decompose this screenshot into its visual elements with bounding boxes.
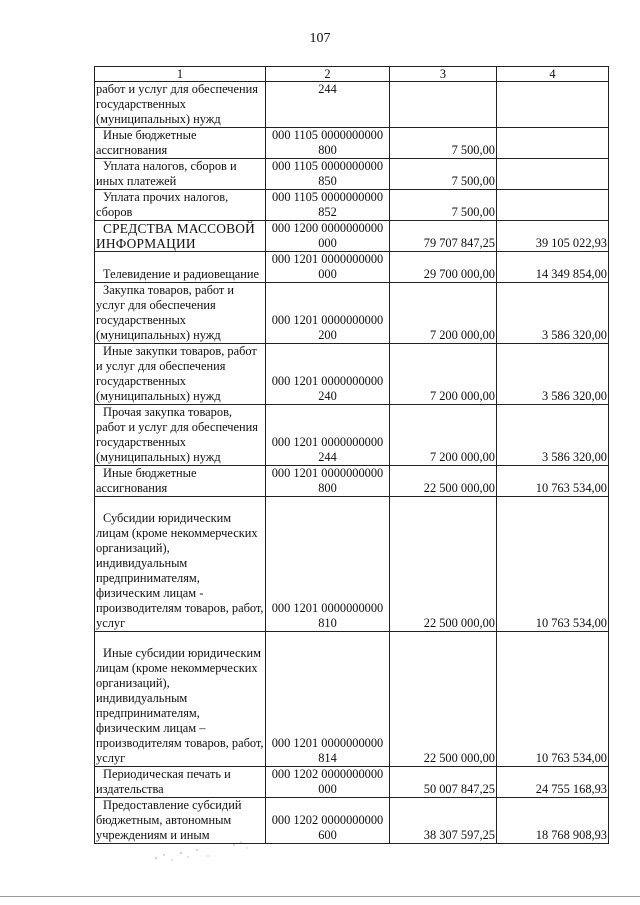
row-code (266, 767, 390, 798)
row-col4-value: 10 763 534,00 (497, 497, 609, 632)
row-col4-value: 24 755 168,93 (497, 767, 609, 798)
row-code-bottom: 810 (318, 616, 337, 630)
row-code (266, 82, 390, 128)
table-row (95, 128, 609, 159)
row-code-bottom: 800 (318, 143, 337, 157)
row-col3-value: 22 500 000,00 (390, 632, 497, 767)
row-name: Уплата прочих налогов, сборов (95, 190, 266, 221)
row-name: Периодическая печать и издательства (95, 767, 266, 798)
row-col4-value (497, 128, 609, 159)
row-col3-value: 38 307 597,25 (390, 798, 497, 844)
row-name: СРЕДСТВА МАССОВОЙ ИНФОРМАЦИИ (95, 221, 266, 252)
row-code (266, 190, 390, 221)
row-code-bottom: 200 (318, 328, 337, 342)
row-code-top: 000 1201 0000000000 (271, 313, 384, 327)
row-code-top: 000 1105 0000000000 (271, 128, 384, 142)
page-number: 107 (309, 31, 331, 46)
scan-noise (150, 836, 270, 866)
budget-table (94, 66, 609, 844)
row-name: Закупка товаров, работ и услуг для обеспечения государственных (муниципальных) нужд (95, 283, 266, 344)
table-row (95, 767, 609, 798)
row-code-top: 000 1201 0000000000 (271, 435, 384, 449)
row-name: Иные закупки товаров, работ и услуг для обеспечения государственных (муниципальных) нужд (95, 344, 266, 405)
column-header-3: 3 (390, 67, 497, 82)
row-col4-value: 3 586 320,00 (497, 405, 609, 466)
row-name: Предоставление субсидий бюджетным, автономным учреждениям и иным (95, 798, 266, 844)
row-col4-value (497, 159, 609, 190)
table-row (95, 190, 609, 221)
row-code-top: 000 1105 0000000000 (271, 159, 384, 173)
row-col3-value: 7 500,00 (390, 190, 497, 221)
row-code-top: 000 1202 0000000000 (271, 767, 384, 781)
column-header-1: 1 (95, 67, 266, 82)
column-header-2: 2 (266, 67, 390, 82)
row-col3-value: 22 500 000,00 (390, 497, 497, 632)
row-col4-value: 3 586 320,00 (497, 344, 609, 405)
row-name: Иные субсидии юридическим лицам (кроме некоммерческих организаций), индивидуальным предпринимателям, физическим лицам – производителям товаров, работ, услуг (95, 632, 266, 767)
row-col4-value: 3 586 320,00 (497, 283, 609, 344)
row-col4-value (497, 82, 609, 128)
row-code (266, 344, 390, 405)
table-body (95, 82, 609, 844)
row-col4-value: 10 763 534,00 (497, 466, 609, 497)
table-row (95, 497, 609, 632)
row-code-bottom: 000 (318, 267, 337, 281)
table-row (95, 405, 609, 466)
row-code-bottom: 852 (318, 205, 337, 219)
row-code-bottom: 800 (318, 481, 337, 495)
row-code-bottom: 000 (318, 236, 337, 250)
row-col4-value: 14 349 854,00 (497, 252, 609, 283)
table-row (95, 466, 609, 497)
row-code (266, 798, 390, 844)
row-name: Иные бюджетные ассигнования (95, 128, 266, 159)
row-col3-value: 79 707 847,25 (390, 221, 497, 252)
row-name: Иные бюджетные ассигнования (95, 466, 266, 497)
row-code (266, 283, 390, 344)
header-row (95, 67, 609, 82)
table-row (95, 159, 609, 190)
row-code-bottom: 244 (318, 450, 337, 464)
row-code-bottom: 600 (318, 828, 337, 842)
row-name: Прочая закупка товаров, работ и услуг для обеспечения государственных (муниципальных) нужд (95, 405, 266, 466)
row-code-top: 000 1201 0000000000 (271, 466, 384, 480)
table-row (95, 221, 609, 252)
table-header (95, 67, 609, 82)
row-code-top: 000 1200 0000000000 (271, 221, 384, 235)
row-code (266, 159, 390, 190)
row-code-bottom: 000 (318, 782, 337, 796)
row-code (266, 632, 390, 767)
row-code (266, 221, 390, 252)
bottom-rule (0, 896, 640, 897)
row-name: работ и услуг для обеспечения государственных (муниципальных) нужд (95, 82, 266, 128)
row-code-top: 000 1202 0000000000 (271, 813, 384, 827)
row-code (266, 497, 390, 632)
row-col3-value: 7 200 000,00 (390, 283, 497, 344)
table-row (95, 82, 609, 128)
row-col3-value: 29 700 000,00 (390, 252, 497, 283)
row-code (266, 466, 390, 497)
row-col4-value: 18 768 908,93 (497, 798, 609, 844)
row-code-top: 000 1201 0000000000 (271, 374, 384, 388)
row-name: Телевидение и радиовещание (95, 252, 266, 283)
row-col4-value: 39 105 022,93 (497, 221, 609, 252)
table-row (95, 344, 609, 405)
row-name: Субсидии юридическим лицам (кроме некоммерческих организаций), индивидуальным предпринимателям, физическим лицам - производителям товаров, работ, услуг (95, 497, 266, 632)
row-code-bottom: 240 (318, 389, 337, 403)
column-header-4: 4 (497, 67, 609, 82)
row-col4-value: 10 763 534,00 (497, 632, 609, 767)
row-col3-value: 7 200 000,00 (390, 405, 497, 466)
row-code (266, 405, 390, 466)
row-col3-value: 7 200 000,00 (390, 344, 497, 405)
row-col3-value: 7 500,00 (390, 128, 497, 159)
row-code-top: 000 1201 0000000000 (271, 736, 384, 750)
row-name: Уплата налогов, сборов и иных платежей (95, 159, 266, 190)
row-col3-value (390, 82, 497, 128)
table-row (95, 283, 609, 344)
row-code (266, 128, 390, 159)
row-code-top: 000 1201 0000000000 (271, 252, 384, 266)
row-col4-value (497, 190, 609, 221)
row-col3-value: 7 500,00 (390, 159, 497, 190)
row-col3-value: 50 007 847,25 (390, 767, 497, 798)
row-code-top: 000 1201 0000000000 (271, 601, 384, 615)
table-row (95, 632, 609, 767)
row-code-bottom: 814 (318, 751, 337, 765)
row-code-top: 244 (318, 82, 337, 96)
row-code-bottom: 850 (318, 174, 337, 188)
table-row (95, 252, 609, 283)
row-col3-value: 22 500 000,00 (390, 466, 497, 497)
row-code (266, 252, 390, 283)
row-code-top: 000 1105 0000000000 (271, 190, 384, 204)
